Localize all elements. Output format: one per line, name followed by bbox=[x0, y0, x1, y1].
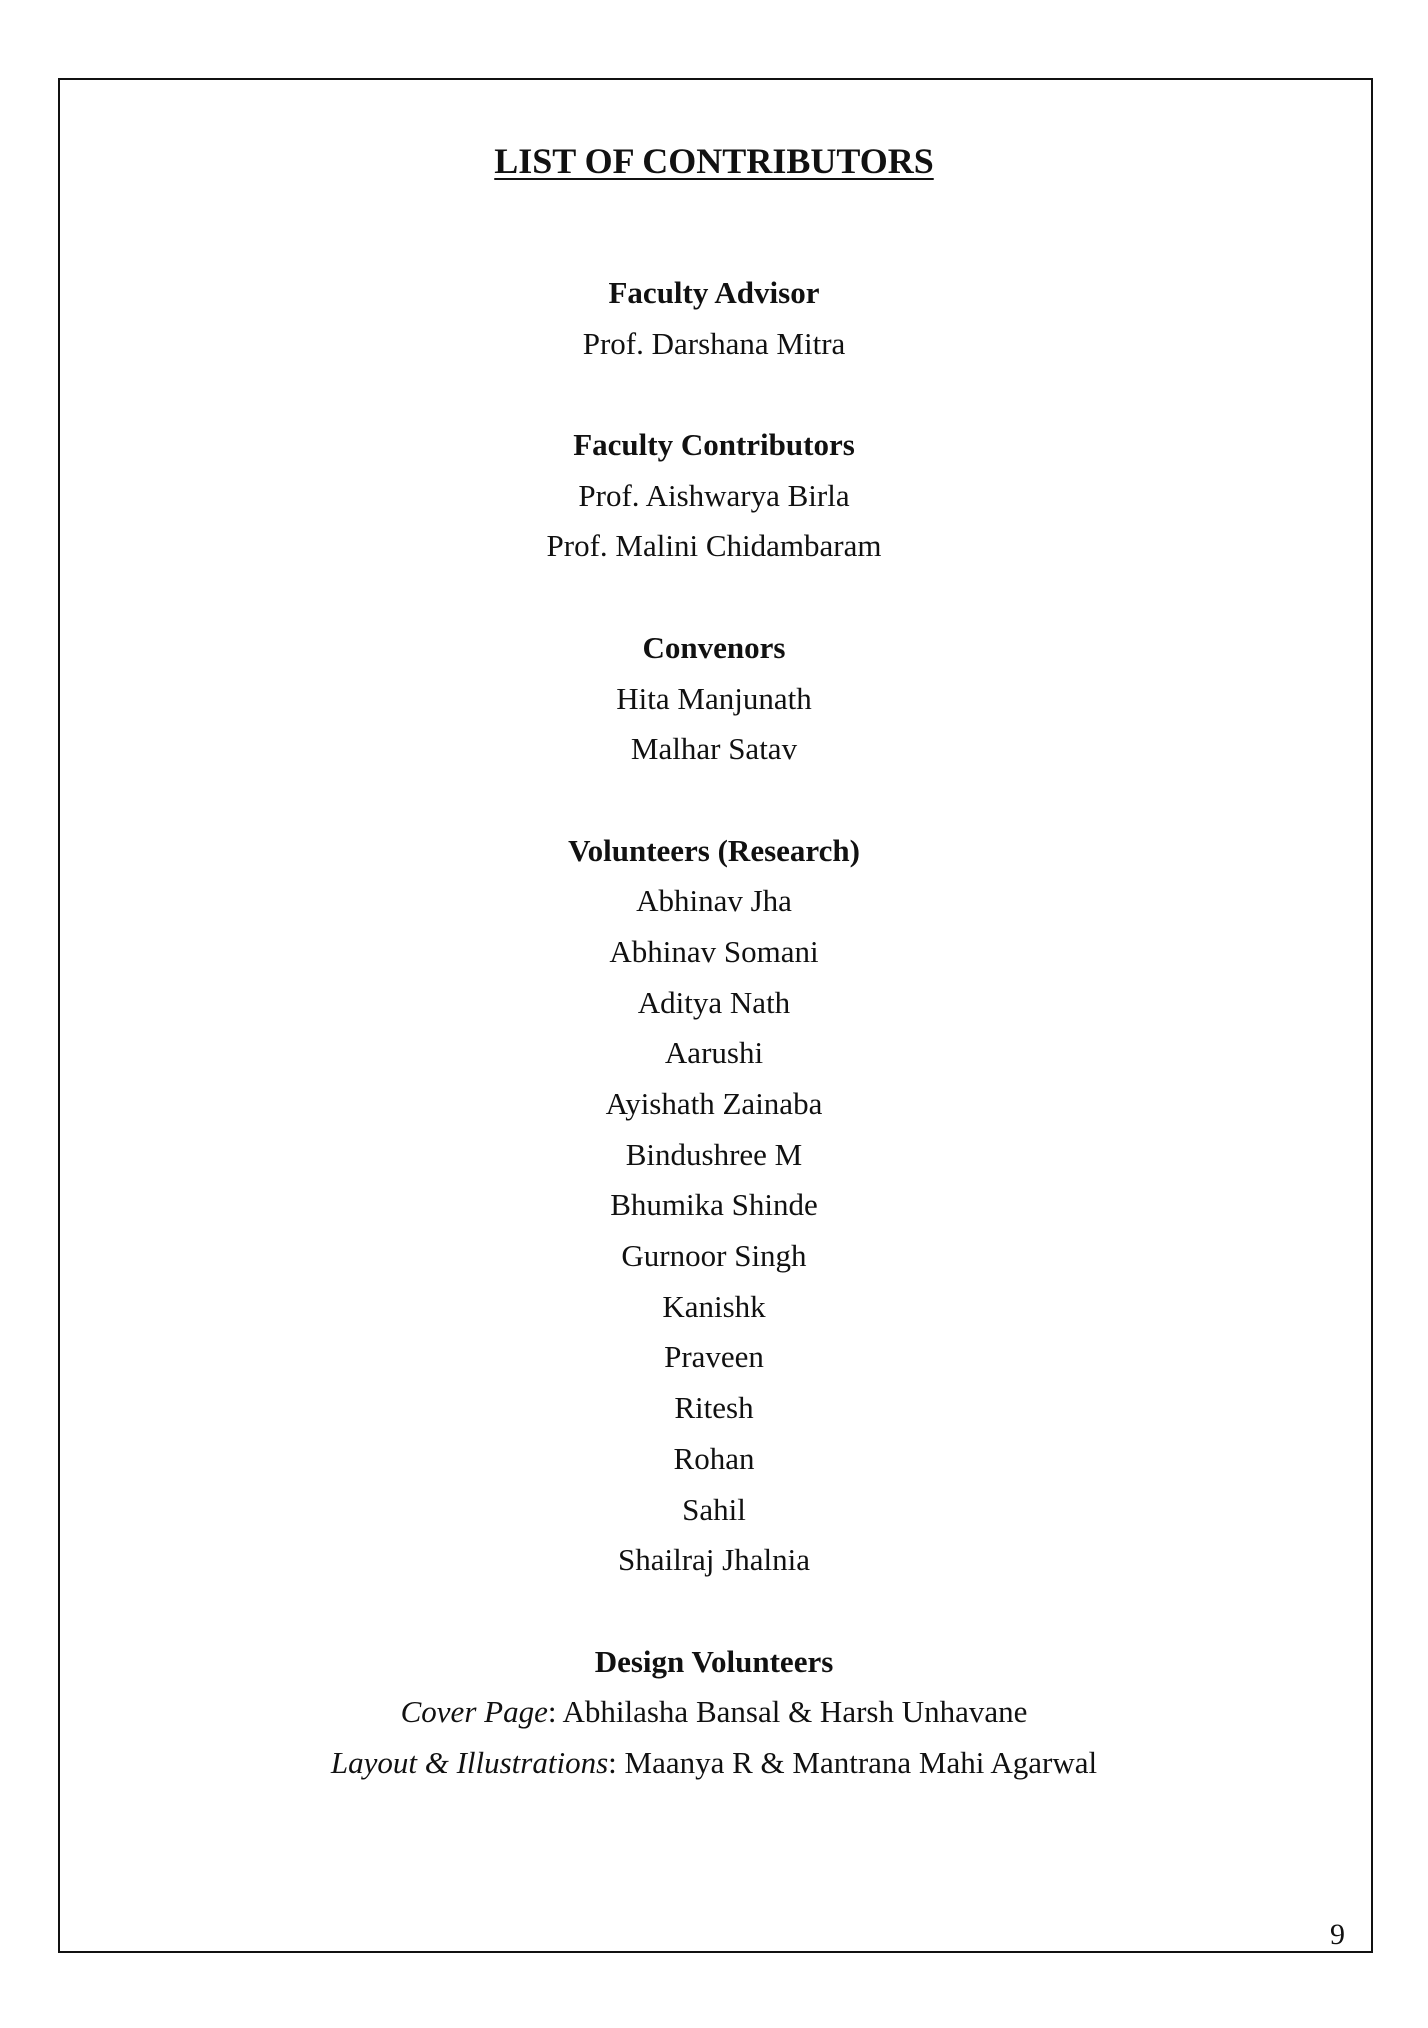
credit-role: Layout & Illustrations bbox=[330, 1744, 609, 1780]
list-item: Prof. Aishwarya Birla bbox=[578, 477, 850, 513]
section-heading: Faculty Advisor bbox=[608, 275, 820, 310]
credit-role: Cover Page bbox=[400, 1694, 548, 1730]
credit-line bbox=[0, 1687, 1428, 1738]
list-item: Malhar Satav bbox=[630, 731, 798, 767]
page-title: LIST OF CONTRIBUTORS bbox=[494, 141, 934, 181]
section-heading: Faculty Contributors bbox=[573, 427, 855, 463]
list-item: Bhumika Shinde bbox=[610, 1187, 818, 1223]
list-item: Abhinav Somani bbox=[609, 933, 819, 969]
section-heading: Design Volunteers bbox=[594, 1643, 834, 1679]
section-heading: Convenors bbox=[642, 629, 786, 665]
list-item: Aarushi bbox=[664, 1035, 764, 1071]
list-item: Rohan bbox=[673, 1440, 755, 1476]
list-item: Prof. Malini Chidambaram bbox=[546, 528, 882, 564]
credit-names: : Abhilasha Bansal & Harsh Unhavane bbox=[547, 1694, 1028, 1730]
list-item: Hita Manjunath bbox=[616, 680, 812, 716]
list-item: Gurnoor Singh bbox=[621, 1238, 807, 1274]
list-item: Praveen bbox=[664, 1339, 764, 1375]
list-item: Prof. Darshana Mitra bbox=[582, 325, 846, 361]
section-heading: Volunteers (Research) bbox=[568, 832, 860, 868]
list-item: Shailraj Jhalnia bbox=[618, 1542, 810, 1578]
list-item: Abhinav Jha bbox=[636, 883, 792, 919]
list-item: Kanishk bbox=[662, 1288, 766, 1324]
credit-names: : Maanya R & Mantrana Mahi Agarwal bbox=[608, 1744, 1098, 1780]
list-item: Ayishath Zainaba bbox=[605, 1086, 823, 1121]
credit-line bbox=[0, 1738, 1428, 1789]
list-item: Ritesh bbox=[674, 1390, 754, 1426]
list-item: Bindushree M bbox=[625, 1136, 803, 1172]
contributors-list bbox=[0, 268, 1428, 1789]
list-item: Sahil bbox=[682, 1491, 746, 1527]
page-number: 9 bbox=[1330, 1918, 1345, 1951]
list-item: Aditya Nath bbox=[637, 984, 791, 1020]
